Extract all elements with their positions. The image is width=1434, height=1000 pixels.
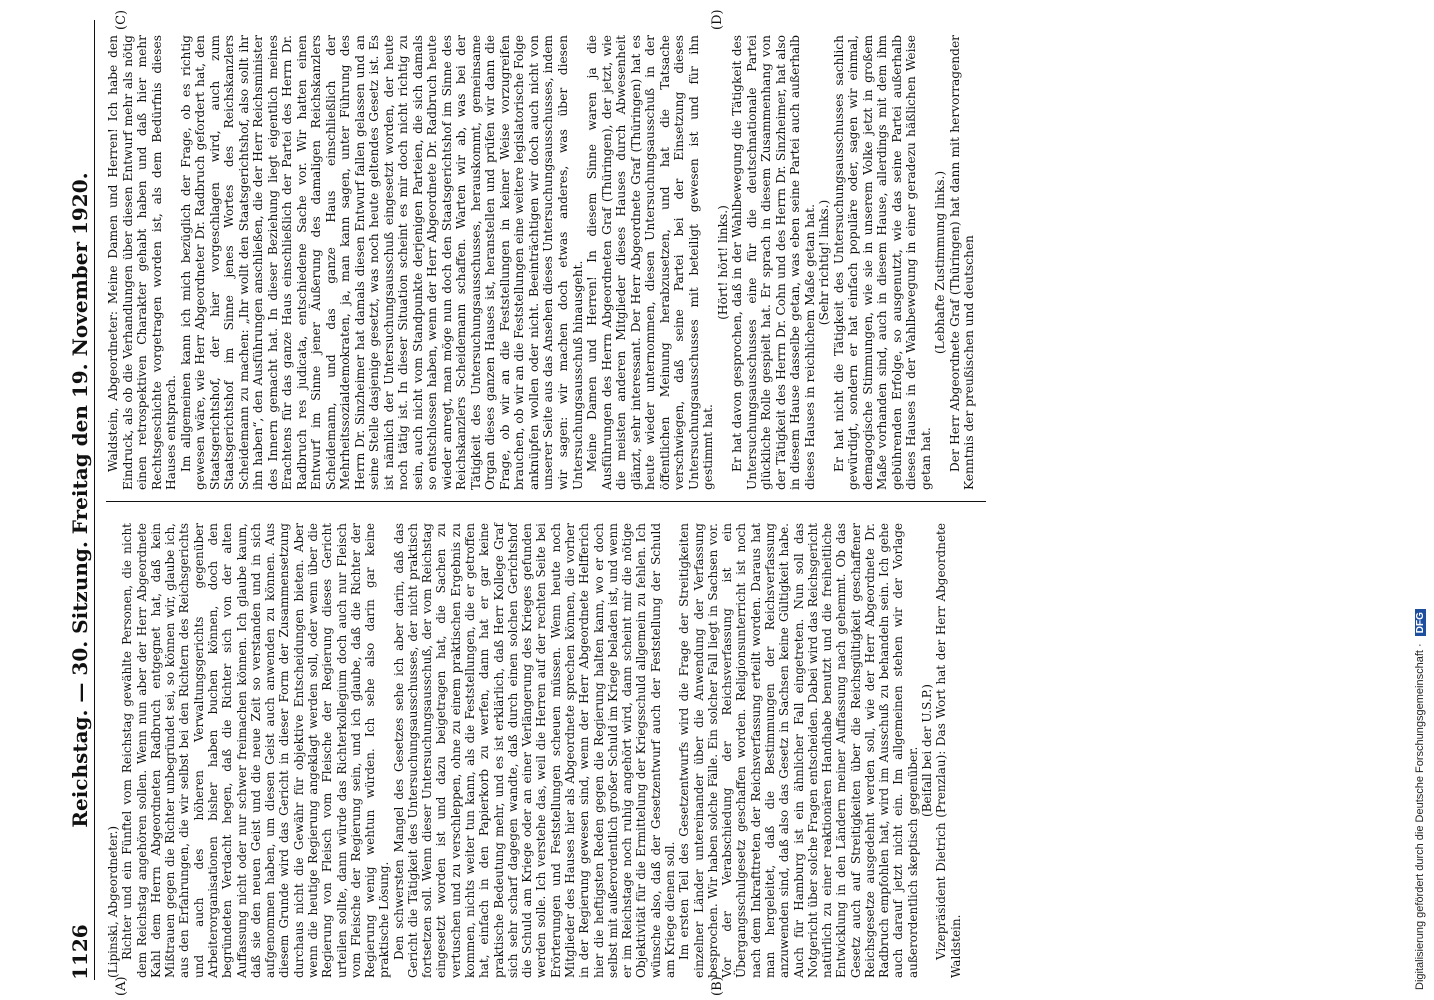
- header-rule: [94, 20, 95, 980]
- page-number: 1126: [68, 924, 92, 980]
- margin-marker-d: (D): [710, 9, 725, 30]
- paragraph: Er hat nicht die Tätigkeit des Untersuchungsausschusses sachlich gewürdigt, sondern er hat einfach populäre oder, sagen wir einmal, demagogische Stimmungen, wie sie in unserem Volke jetzt in großem Maße vorhanden sind, auch in diesem Hause, allerdings mit dem ihm gebührenden Erfolge, so ausgenutzt, wie das seine Partei außerhalb dieses Hauses in der Wahlbewegung in einer geradezu häßlichen Weise getan hat.: [831, 35, 933, 490]
- digitization-ribbon: [1412, 0, 1434, 1000]
- margin-marker-a: (A): [114, 976, 129, 996]
- speaker-line: (Lipinski, Abgeordneter.): [106, 825, 120, 978]
- ribbon-text-wrap: [1414, 10, 1426, 990]
- dfg-logo: DFG: [1415, 609, 1426, 636]
- applause-note: (Beifall bei der U.S.P.): [920, 684, 935, 817]
- funding-note: Digitalisierung gefördert durch die Deutsche Forschungsgemeinschaft ·: [1414, 643, 1426, 990]
- paragraph: Er hat davon gesprochen, daß in der Wahlbewegung die Tätigkeit des Untersuchungsausschusses eine für die deutschnationale Partei glückliche Rolle gespielt hat. Er sprach in diesem Zusammenhang von der Tätigkeit des Herrn Dr. Cohn und des Herrn Dr. Sinzheimer, hat also in diesem Hause dasselbe getan, was eben seine Partei auch außerhalb dieses Hauses in reichlichem Maße getan hat.: [730, 35, 817, 490]
- interjection: (Sehr richtig! links.): [817, 199, 832, 326]
- interjection: (Lebhafte Zustimmung links.): [933, 170, 948, 355]
- paragraph: Meine Damen und Herren! In diesem Sinne waren ja die Ausführungen des Herrn Abgeordneten Graf (Thüringen), der jetzt, wie die meisten anderen Mitglieder dieses Hauses durch Abwesenheit glänzt, sehr interessant. Der Herr Abgeordnete Graf (Thüringen) hat es heute wieder unternommen, diesen Untersuchungsausschuß in der öffentlichen Meinung herabzusetzen, und hat die Tatsache verschwiegen, daß seine Partei bei der Einsetzung dieses Untersuchungsausschusses mit beteiligt gewesen ist und für ihn gestimmt hat.: [585, 35, 716, 490]
- interjection: (Hört! hört! links.): [715, 205, 730, 320]
- page-content: [10, 9, 1390, 996]
- left-column: [106, 523, 963, 978]
- paragraph: Waldstein, Abgeordneter: Meine Damen und Herren! Ich habe den Eindruck, als ob die Verhandlungen über diesen Entwurf mehr als nötig einen retrospektiven Charakter gehabt haben und daß hier mehr Rechtsgeschichte vorgetragen worden ist, als dem Bedürfnis dieses Hauses entsprach.: [106, 35, 179, 490]
- running-head: Reichstag. — 30. Sitzung. Freitag den 19. November 1920.: [68, 172, 92, 828]
- paragraph: Richter und ein Fünftel vom Reichstag gewählte Personen, die nicht dem Reichstag angehören sollen. Wenn nun aber der Herr Abgeordnete Kahl dem Herrn Abgeordneten Radbruch entgegnet hat, daß kein Mißtrauen gegen die Richter unbegründet sei, so können wir, glaube ich, aus den Erfahrungen, die wir selbst bei den Richtern des Reichsgerichts und auch des höheren Verwaltungsgerichts gegenüber Arbeiterorganisationen bisher haben buchen können, doch den begründeten Verdacht hegen, daß die Richter sich von der alten Auffassung nicht oder nur schwer freimachen können. Ich glaube kaum, daß sie den neuen Geist und die neue Zeit so verstanden und in sich aufgenommen haben, um diesen Geist auch anwenden zu können. Aus diesem Grunde wird das Gericht in dieser Form der Zusammensetzung durchaus nicht die Gewähr für objektive Entscheidungen bieten. Aber wenn die heutige Regierung angeklagt werden soll, oder wenn über die Regierung von Fleisch vom Fleische der Regierung dieses Gericht urteilen sollte, dann würde das Richterkollegium doch auch nur Fleisch vom Fleische der Regierung sein, und ich glaube, daß die Richter der Regierung wenig wehtun würden. Ich sehe also darin gar keine praktische Lösung.: [120, 523, 392, 978]
- paragraph: Der Herr Abgeordnete Graf (Thüringen) hat dann mit hervorragender Kenntnis der preußischen und deutschen: [947, 35, 977, 490]
- margin-marker-b: (B): [710, 976, 725, 996]
- right-column: [106, 35, 977, 490]
- paragraph: Vizepräsident Dietrich (Prenzlau): Das Wort hat der Herr Abgeordnete Waldstein.: [934, 523, 963, 978]
- column-divider: [106, 501, 986, 502]
- paragraph: Den schwersten Mangel des Gesetzes sehe ich aber darin, daß das Gericht die Tätigkeit des Untersuchungsausschusses, der nicht praktisch fortsetzen soll. Wenn dieser Untersuchungsausschuß, der vom Reichstag eingesetzt worden ist und dazu beigetragen hat, die Sachen zu vertuschen und zu verschleppen, ohne zu einem praktischen Ergebnis zu kommen, nichts weiter tun kann, als die Feststellungen, die er getroffen hat, einfach in den Papierkorb zu werfen, dann hat er gar keine praktische Bedeutung mehr, und es ist erklärlich, daß Herr Kollege Graf sich sehr scharf dagegen wandte, daß durch einen solchen Gerichtshof die Schuld am Kriege oder an einer Verlängerung des Krieges gefunden werden solle. Ich verstehe das, weil die Herren auf der rechten Seite bei Erörterungen und Feststellungen scheuen müssen. Wenn heute noch Mitglieder des Hauses hier als Abgeordnete sprechen können, die vorher in der Regierung gewesen sind, wenn der Herr Abgeordnete Helfferich hier die heftigsten Reden gegen die Regierung halten kann, wo er doch selbst mit außerordentlich großer Schuld im Kriege beladen ist, und wenn er im Reichstage noch ruhig angehört wird, dann scheint mir die nötige Objektivität für die Ermittelung der Kriegsschuld allgemein zu fehlen. Ich wünsche also, daß der Gesetzentwurf auch der Feststellung der Schuld am Kriege dienen soll.: [391, 523, 677, 978]
- margin-marker-c: (C): [114, 9, 129, 30]
- paragraph: Im ersten Teil des Gesetzentwurfs wird die Frage der Streitigkeiten einzelner Länder untereinander über die Anwendung der Verfassung besprochen. Wir haben solche Fälle. Ein solcher Fall liegt in Sachsen vor. Vor der Verabschiedung der Reichsverfassung ist ein Übergangsschulgesetz geschaffen worden. Religionsunterricht ist noch nach dem Inkrafttreten der Reichsverfassung erteilt worden. Daraus hat man hergeleitet, daß die Bestimmungen der Reichsverfassung anzuwenden sind, daß also das Gesetz in Sachsen keine Gültigkeit habe. Auch für Hamburg ist ein ähnlicher Fall eingetreten. Nun soll das Notgericht über solche Fragen entscheiden. Dabei wird das Reichsgericht natürlich zu einer reaktionären Handhabe benutzt und die freiheitliche Entwicklung in den Ländern meiner Auffassung nach gehemmt. Ob das Gesetz auch auf Streitigkeiten über die Reichsgültigkeit geschaffener Reichsgesetze ausgedehnt werden soll, wie der Herr Abgeordnete Dr. Radbruch empfohlen hat, wird im Ausschuß zu behandeln sein. Ich gehe auch darauf jetzt nicht ein. Im allgemeinen stehen wir der Vorlage außerordentlich skeptisch gegenüber.: [677, 523, 920, 978]
- rotated-page: [10, 0, 1010, 996]
- paragraph: Im allgemeinen kann ich mich bezüglich der Frage, ob es richtig gewesen wäre, wie Herr Abgeordneter Dr. Radbruch gefordert hat, den Staatsgerichtshof, der hier vorgeschlagen wird, auch zum Staatsgerichtshof im Sinne jenes Wortes des Reichskanzlers Scheidemann zu machen: „Ihr wollt den Staatsgerichtshof, also sollt ihr ihn haben“, den Ausführungen anschließen, die der Herr Reichsminister des Innern gemacht hat. In dieser Beziehung liegt eigentlich meines Erachtens für das ganze Haus einschließlich der Partei des Herrn Dr. Radbruch res judicata, entschiedene Sache vor. Wir hatten einen Entwurf im Sinne jener Äußerung des damaligen Reichskanzlers Scheidemann, und das ganze Haus einschließlich der Mehrheitssozialdemokraten, ja, man kann sagen, unter Führung des Herrn Dr. Sinzheimer hat damals diesen Entwurf fallen gelassen und an seine Stelle dasjenige gesetzt, was noch heute geltendes Gesetz ist. Es ist nämlich der Untersuchungsausschuß eingesetzt worden, der heute noch tätig ist. In dieser Situation scheint es mir doch nicht richtig zu sein, auch nicht vom Standpunkte derjenigen Parteien, die sich damals so entschlossen haben, wenn der Herr Abgeordnete Dr. Radbruch heute wieder anregt, man möge nun doch den Staatsgerichtshof im Sinne des Reichskanzlers Scheidemann schaffen. Warten wir ab, was bei der Tätigkeit des Untersuchungsausschusses, herauskommt, gemeinsame Organ dieses ganzen Hauses ist, heranstellen und prüfen wir dann die Frage, ob wir an die Feststellungen in keiner Weise vorzugreifen brauchen, ob wir an die Feststellungen eine weitere legislatorische Folge anknüpfen wollen oder nicht. Beeinträchtigen wir doch auch nicht von unserer Seite aus das Ansehen dieses Untersuchungsausschusses, indem wir sagen: wir machen doch etwas anderes, was über diesen Untersuchungsausschuß hinausgeht.: [178, 35, 585, 490]
